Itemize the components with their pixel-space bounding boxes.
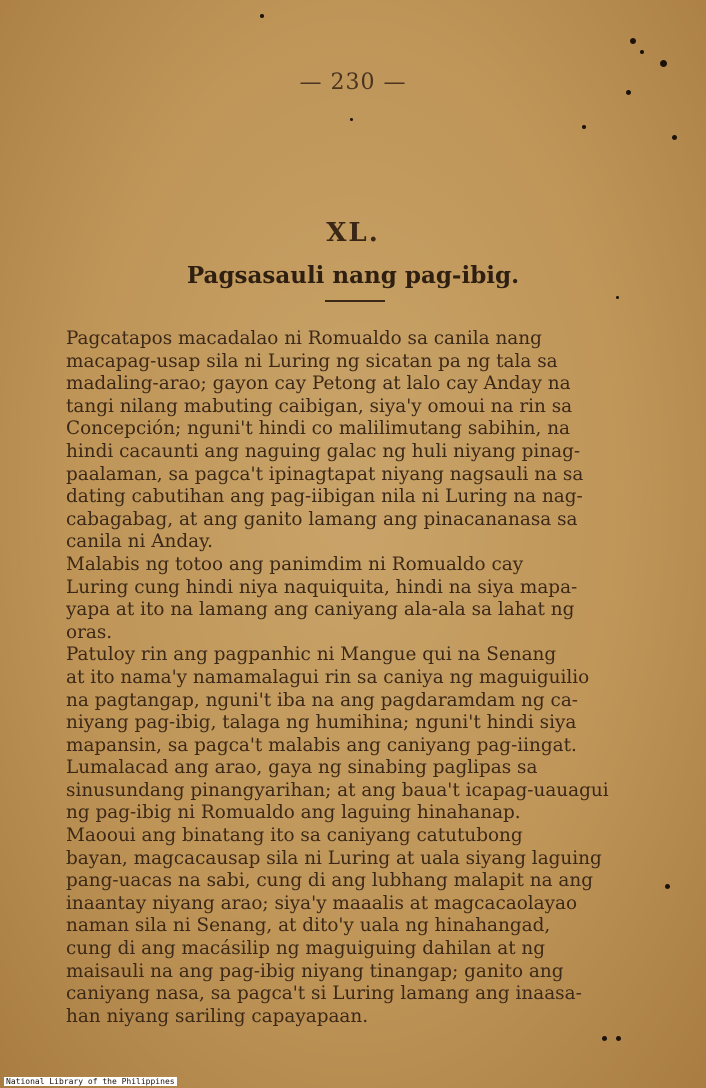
text-line: canila ni Anday.	[66, 531, 213, 553]
foxing-spot	[350, 118, 353, 121]
text-line: maisauli na ang pag-ibig niyang tinangap; ganito ang	[66, 960, 564, 982]
text-line: cung di ang macásilip ng maguiguing dahilan at ng	[66, 938, 546, 960]
library-watermark: National Library of the Philippines	[6, 1077, 175, 1086]
text-line: mapansin, sa pagca't malabis ang caniyang pag-iingat.	[66, 734, 577, 756]
text-line: niyang pag-ibig, talaga ng humihina; nguni't hindi siya	[66, 712, 577, 734]
text-line: macapag-usap sila ni Luring ng sicatan pa ng tala sa	[66, 350, 558, 372]
text-line: hindi cacaunti ang naguing galac ng huli niyang pinag-	[66, 440, 581, 462]
text-line: sinusundang pinangyarihan; at ang baua't icapag-uauagui	[66, 779, 609, 801]
title-rule	[325, 300, 385, 302]
foxing-spot	[672, 135, 677, 140]
text-line: yapa at ito na lamang ang caniyang ala-ala sa lahat ng	[66, 599, 575, 621]
text-line: inaantay niyang arao; siya'y maaalis at magcacaolayao	[66, 892, 578, 914]
foxing-spot	[582, 125, 586, 129]
body-text	[66, 328, 658, 1028]
foxing-spot	[665, 884, 670, 889]
chapter-title: Pagsasauli nang pag-ibig.	[186, 262, 520, 289]
text-line: oras.	[66, 621, 113, 643]
text-line: Concepción; nguni't hindi co malilimutang sabihin, na	[66, 418, 571, 440]
text-line: na pagtangap, nguni't iba na ang pagdaramdam ng ca-	[66, 689, 578, 711]
text-line: Luring cung hindi niya naquiquita, hindi na siya mapa-	[66, 576, 578, 598]
text-line: paalaman, sa pagca't ipinagtapat niyang nagsauli na sa	[66, 463, 584, 485]
text-line: Maooui ang binatang ito sa caniyang catutubong	[66, 825, 523, 847]
text-line: Lumalacad ang arao, gaya ng sinabing paglipas sa	[66, 757, 538, 779]
text-line: cabagabag, at ang ganito lamang ang pinacananasa sa	[66, 508, 578, 530]
chapter-heading: XL.	[326, 218, 380, 248]
foxing-spot	[602, 1036, 607, 1041]
text-line: tangi nilang mabuting caibigan, siya'y omoui na rin sa	[66, 395, 573, 417]
page-number: — 230 —	[299, 70, 407, 95]
text-line: Patuloy rin ang pagpanhic ni Mangue qui na Senang	[66, 644, 557, 666]
foxing-spot	[630, 38, 636, 44]
text-line: Malabis ng totoo ang panimdim ni Romualdo cay	[66, 553, 524, 575]
text-line: ng pag-ibig ni Romualdo ang laguing hinahanap.	[66, 802, 521, 824]
text-line: caniyang nasa, sa pagca't si Luring lamang ang inaasa-	[66, 983, 582, 1005]
foxing-spot	[260, 14, 264, 18]
text-line: bayan, magcacausap sila ni Luring at uala siyang laguing	[66, 847, 602, 869]
foxing-spot	[616, 1036, 621, 1041]
foxing-spot	[616, 296, 619, 299]
text-line: pang-uacas na sabi, cung di ang lubhang malapit na ang	[66, 870, 594, 892]
text-line: at ito nama'y namamalagui rin sa caniya ng maguiguilio	[66, 666, 590, 688]
text-line: dating cabutihan ang pag-iibigan nila ni Luring na nag-	[66, 486, 583, 508]
foxing-spot	[640, 50, 644, 54]
text-line: Pagcatapos macadalao ni Romualdo sa canila nang	[66, 328, 542, 349]
foxing-spot	[626, 90, 631, 95]
text-line: naman sila ni Senang, at dito'y uala ng hinahangad,	[66, 915, 551, 937]
text-line: han niyang sariling capayapaan.	[66, 1005, 369, 1027]
foxing-spot	[660, 60, 667, 67]
text-line: madaling-arao; gayon cay Petong at lalo cay Anday na	[66, 373, 571, 395]
